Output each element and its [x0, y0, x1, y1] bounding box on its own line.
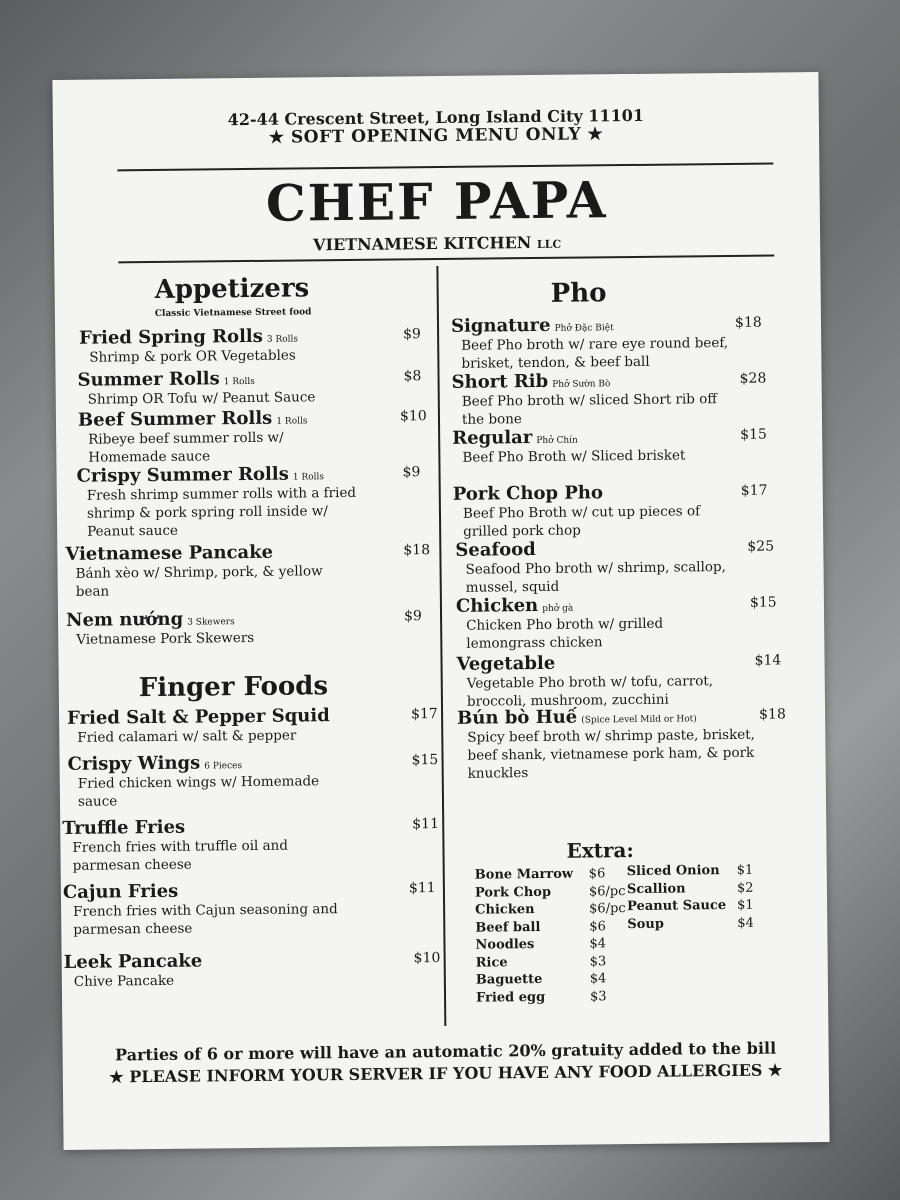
extra-item-price: $3 [589, 988, 607, 1004]
extra-item-name: Fried egg [475, 989, 546, 1006]
brand-title: CHEF PAPA [265, 170, 608, 233]
address: 42-44 Crescent Street, Long Island City 11101 [227, 105, 645, 130]
item-description: Fried chicken wings w/ Homemade sauce [77, 773, 320, 810]
item-price: $17 [740, 482, 768, 499]
menu-item [457, 705, 758, 783]
item-name-text: Beef Summer Rolls [77, 407, 273, 431]
extra-item-name: Bone Marrow [474, 866, 574, 883]
menu-item [67, 751, 348, 811]
item-name-text: Fried Salt & Pepper Squid [66, 705, 330, 729]
item-name [455, 537, 745, 561]
item-tag: 6 Pieces [204, 761, 243, 772]
appetizers-title: Appetizers [154, 273, 310, 305]
item-description: Vegetable Pho broth w/ tofu, carrot, broccoli, mushroom, zucchini [466, 673, 714, 710]
item-price: $15 [749, 594, 777, 611]
item-description: Bánh xèo w/ Shrimp, pork, & yellow bean [75, 563, 323, 600]
subtitle-suffix: LLC [536, 237, 562, 251]
item-description: Shrimp & pork OR Vegetables [89, 347, 296, 366]
item-price: $18 [734, 314, 762, 331]
item-name [78, 407, 338, 431]
extra-item-price: $3 [589, 953, 607, 969]
menu-item [451, 369, 732, 429]
menu-item [79, 325, 369, 367]
item-name [67, 705, 367, 729]
menu-item [78, 407, 339, 467]
menu-item [76, 463, 367, 541]
item-tag: 1 Rolls [223, 376, 255, 388]
menu-item [453, 481, 734, 541]
item-tag: 3 Skewers [187, 617, 235, 628]
menu-item [452, 425, 732, 467]
item-name [76, 463, 366, 487]
extra-item-price: $1 [736, 862, 754, 878]
allergy-note: ★ PLEASE INFORM YOUR SERVER IF YOU HAVE ANY FOOD ALLERGIES ★ [109, 1060, 783, 1087]
menu-item [62, 815, 353, 875]
extra-item-price: $1 [737, 897, 754, 913]
item-description: Beef Pho Broth w/ cut up pieces of grilled pork chop [462, 503, 701, 540]
soft-opening-note: ★ SOFT OPENING MENU ONLY ★ [268, 124, 604, 148]
item-name [62, 815, 352, 839]
item-description: Chicken Pho broth w/ grilled lemongrass chicken [466, 615, 664, 652]
item-name-text: Crispy Summer Rolls [76, 463, 289, 487]
item-description: Spicy beef broth w/ shrimp paste, brisket, beef shank, vietnamese pork ham, & pork knuckles [467, 726, 755, 782]
item-description: Fresh shrimp summer rolls with a fried shrimp & pork spring roll inside w/ Peanut sauce [86, 484, 357, 540]
item-description: Beef Pho Broth w/ Sliced brisket [462, 447, 686, 466]
item-tag: 1 Rolls [276, 416, 308, 427]
item-price: $28 [739, 370, 767, 387]
menu-item [66, 607, 356, 649]
item-description: Chive Pancake [73, 972, 175, 990]
item-price: $9 [403, 608, 422, 625]
extra-item-name: Chicken [475, 902, 535, 918]
menu-item [67, 705, 367, 747]
item-name [79, 325, 369, 349]
item-name-text: Short Rib [451, 370, 549, 393]
extra-item-price: $4 [589, 971, 607, 987]
item-name [66, 607, 356, 631]
item-price: $10 [413, 950, 441, 967]
item-name [456, 651, 736, 675]
item-description: Fried calamari w/ salt & pepper [77, 727, 297, 746]
item-tag: Phở Chín [536, 435, 578, 446]
item-name [453, 481, 733, 505]
extra-item-price: $6/pc [589, 901, 626, 917]
item-price: $14 [754, 652, 782, 669]
subtitle-text: VIETNAMESE KITCHEN [313, 233, 532, 255]
menu-item [456, 593, 737, 653]
item-description: French fries with truffle oil and parmesan cheese [72, 837, 289, 874]
item-tag: Phở Đặc Biệt [554, 323, 614, 334]
item-name-text: Chicken [455, 594, 539, 617]
item-price: $15 [740, 426, 767, 443]
item-name [456, 593, 736, 617]
brand-subtitle [54, 230, 820, 257]
item-name-text: Leek Pancake [63, 950, 203, 973]
extra-item-name: Peanut Sauce [627, 898, 727, 915]
item-price: $9 [402, 464, 421, 481]
item-name-text: Nem nướng [65, 608, 184, 631]
item-name [63, 879, 353, 903]
item-price: $17 [410, 706, 438, 723]
item-name [64, 949, 354, 973]
item-name-text: Seafood [455, 539, 536, 561]
extra-item-name: Baguette [475, 971, 543, 988]
extra-item-price: $4 [737, 915, 754, 931]
item-price: $8 [403, 368, 422, 385]
menu-item [456, 651, 737, 711]
menu-item [65, 541, 356, 601]
appetizers-note: Classic Vietnamese Street food [154, 307, 312, 319]
item-price: $9 [403, 326, 422, 343]
item-tag: 1 Rolls [292, 472, 325, 483]
item-name-text: Cajun Fries [62, 880, 179, 903]
item-tag: 3 Rolls [266, 334, 299, 345]
item-name-text: Truffle Fries [62, 816, 186, 839]
item-name [67, 751, 347, 775]
item-price: $10 [399, 408, 427, 425]
item-name-text: Regular [452, 427, 533, 449]
item-name [65, 541, 355, 565]
extra-item-price: $6/pc [588, 883, 626, 899]
extra-item-name: Noodles [475, 937, 535, 953]
extra-item-name: Scallion [626, 880, 686, 897]
item-name-text: Vegetable [456, 652, 556, 675]
item-name-text: Signature [450, 314, 551, 337]
pho-title: Pho [550, 278, 607, 309]
extra-item-name: Rice [475, 954, 508, 971]
extra-item-price: $6 [589, 918, 606, 934]
menu-item [63, 879, 354, 939]
item-name [77, 367, 367, 391]
item-description: Ribeye beef summer rolls w/ Homemade sauce [88, 429, 284, 466]
menu-item [77, 367, 367, 409]
extra-item-name: Sliced Onion [626, 863, 720, 880]
item-name-text: Crispy Wings [67, 752, 201, 775]
extra-item-price: $6 [588, 866, 606, 882]
item-tag: (Spice Level Mild or Hot) [581, 714, 697, 726]
item-name-text: Vietnamese Pancake [65, 541, 274, 565]
item-name-text: Summer Rolls [77, 368, 220, 391]
item-price: $18 [759, 706, 786, 723]
item-description: Beef Pho broth w/ rare eye round beef, brisket, tendon, & beef ball [461, 334, 729, 372]
item-description: Seafood Pho broth w/ shrimp, scallop, mussel, squid [465, 559, 726, 596]
item-tag: phở gà [542, 603, 574, 614]
item-name-text: Bún bò Huế [457, 706, 578, 729]
item-price: $15 [411, 752, 439, 769]
item-name [452, 425, 732, 449]
menu-item [64, 949, 354, 991]
header-rule [118, 254, 774, 263]
column-divider [436, 266, 446, 1026]
extra-title: Extra: [566, 837, 634, 863]
item-description: Shrimp OR Tofu w/ Peanut Sauce [87, 389, 316, 408]
menu-paper [52, 72, 829, 1150]
item-name-text: Fried Spring Rolls [79, 325, 263, 349]
menu-item [451, 313, 752, 373]
item-description: Vietnamese Pork Skewers [76, 629, 255, 648]
item-description: Beef Pho broth w/ sliced Short rib off the bone [461, 391, 718, 428]
item-tag: Phở Sườn Bò [552, 379, 611, 390]
item-price: $25 [747, 538, 775, 555]
extra-item-name: Beef ball [475, 919, 541, 936]
extra-item-price: $4 [589, 936, 607, 952]
item-name [451, 369, 731, 393]
item-price: $18 [403, 542, 431, 559]
item-price: $11 [412, 816, 440, 833]
item-price: $11 [408, 880, 436, 897]
extra-item-name: Soup [627, 916, 664, 932]
extra-item-name: Pork Chop [474, 884, 552, 901]
extra-item-price: $2 [736, 880, 754, 896]
item-description: French fries with Cajun seasoning and parmesan cheese [73, 901, 338, 938]
item-name-text: Pork Chop Pho [452, 482, 604, 505]
finger-foods-title: Finger Foods [138, 671, 329, 704]
gratuity-note: Parties of 6 or more will have an automatic 20% gratuity added to the bill [114, 1038, 777, 1065]
menu-item [455, 537, 746, 597]
